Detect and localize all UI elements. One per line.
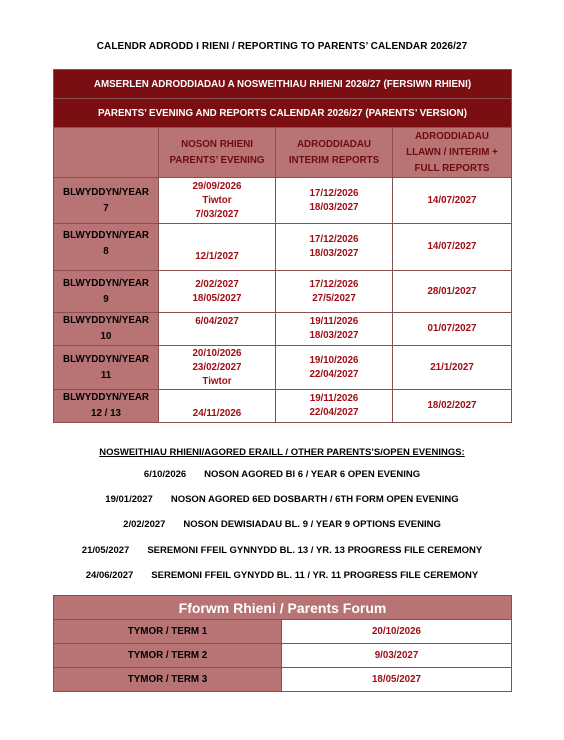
date-value: 23/02/2027 [192, 361, 242, 373]
date-value: 24/11/2026 [192, 408, 242, 419]
date-value: Tiwtor [202, 375, 232, 387]
column-header-line: ADRODDIADAU [296, 138, 372, 150]
row-header-year [54, 271, 159, 313]
date-value: 18/05/2027 [192, 292, 242, 304]
forum-term-date: 9/03/2027 [282, 644, 512, 668]
column-header-line: NOSON RHIENI [181, 138, 253, 150]
date-value: 19/11/2026 [309, 393, 359, 404]
event-text: SEREMONI FFEIL GYNNYDD BL. 13 / YR. 13 PROGRESS FILE CEREMONY [147, 545, 483, 556]
table-heading-welsh: AMSERLEN ADRODDIADAU A NOSWEITHIAU RHIENI 2026/27 (FERSIWN RHIENI) [54, 70, 512, 99]
date-value: 22/04/2027 [309, 407, 359, 418]
parents-evening-cell [159, 271, 276, 313]
other-events-title: NOSWEITHIAU RHIENI/AGORED ERAILL / OTHER PARENTS’S/OPEN EVENINGS: [99, 447, 465, 458]
column-header-line: PARENTS’ EVENING [169, 154, 265, 166]
date-value: 17/12/2026 [309, 234, 359, 245]
interim-reports-cell [276, 346, 393, 390]
event-line [0, 519, 564, 530]
document-title: CALENDR ADRODD I RIENI / REPORTING TO PARENTS’ CALENDAR 2026/27 [96, 41, 468, 52]
table-row-year-7 [54, 178, 512, 224]
row-header-line: BLWYDDYN/YEAR [63, 353, 149, 365]
event-line [0, 570, 564, 581]
event-text: SEREMONI FFEIL GYNYDD BL. 11 / YR. 11 PROGRESS FILE CEREMONY [151, 570, 479, 581]
event-line [0, 469, 564, 480]
interim-reports-cell [276, 313, 393, 346]
event-text: NOSON AGORED Bl 6 / YEAR 6 OPEN EVENING [204, 469, 421, 480]
table-row-year-9 [54, 271, 512, 313]
date-value: Tiwtor [202, 194, 232, 206]
date-value: 18/03/2027 [309, 201, 359, 213]
full-reports-cell: 28/01/2027 [393, 271, 512, 313]
event-line [0, 494, 564, 505]
interim-reports-cell [276, 178, 393, 224]
parents-evening-cell [159, 178, 276, 224]
date-value: 27/5/2027 [312, 292, 356, 304]
forum-term-date: 20/10/2026 [282, 620, 512, 644]
column-header-line: FULL REPORTS [414, 162, 490, 174]
table-heading-english: PARENTS’ EVENING AND REPORTS CALENDAR 2026/27 (PARENTS’ VERSION) [54, 99, 512, 128]
row-header-year [54, 224, 159, 271]
date-value: 18/03/2027 [309, 248, 359, 259]
row-header-year [54, 346, 159, 390]
date-value: 22/04/2027 [309, 368, 359, 380]
event-text: NOSON DEWISIADAU BL. 9 / YEAR 9 OPTIONS EVENING [183, 519, 441, 530]
date-value: 17/12/2026 [309, 187, 359, 199]
event-date: 2/02/2027 [123, 519, 166, 530]
full-reports-cell: 18/02/2027 [393, 390, 512, 423]
parents-evening-cell [159, 313, 276, 346]
table-row-year-8 [54, 224, 512, 271]
full-reports-cell: 01/07/2027 [393, 313, 512, 346]
column-header-interim-reports [276, 128, 393, 178]
table-row [54, 620, 512, 644]
row-header-line: BLWYDDYN/YEAR [63, 315, 149, 326]
table-row [54, 644, 512, 668]
table-row [54, 668, 512, 692]
row-header-line: 12 / 13 [91, 408, 121, 419]
row-header-line: BLWYDDYN/YEAR [63, 392, 149, 403]
row-header-year [54, 178, 159, 224]
table-row-year-10 [54, 313, 512, 346]
row-header-year [54, 390, 159, 423]
row-header-line: 9 [103, 293, 109, 305]
date-value: 29/09/2026 [192, 180, 242, 192]
row-header-line: 7 [103, 202, 109, 214]
date-value: 7/03/2027 [195, 208, 239, 220]
column-header-full-reports [393, 128, 512, 178]
parents-evening-cell [159, 346, 276, 390]
row-header-line: BLWYDDYN/YEAR [63, 186, 149, 198]
parents-evening-cell [159, 224, 276, 271]
event-date: 19/01/2027 [105, 494, 153, 505]
date-value: 12/1/2027 [195, 251, 239, 262]
full-reports-cell: 14/07/2027 [393, 178, 512, 224]
row-header-year [54, 313, 159, 346]
interim-reports-cell [276, 390, 393, 423]
forum-term-label: TYMOR / TERM 3 [54, 668, 282, 692]
parents-forum-table [53, 595, 512, 692]
date-value: 6/04/2027 [195, 316, 239, 327]
interim-reports-cell [276, 271, 393, 313]
date-value: 18/03/2027 [309, 330, 359, 341]
event-date: 6/10/2026 [143, 469, 187, 480]
event-line [0, 545, 564, 556]
date-value: 2/02/2027 [195, 278, 239, 290]
forum-term-label: TYMOR / TERM 1 [54, 620, 282, 644]
column-header-line: INTERIM REPORTS [288, 154, 380, 166]
column-header-line: ADRODDIADAU [414, 130, 490, 142]
date-value: 20/10/2026 [192, 347, 242, 359]
event-text: NOSON AGORED 6ED DOSBARTH / 6TH FORM OPEN EVENING [170, 494, 459, 505]
table-row-year-11 [54, 346, 512, 390]
corner-header-cell [54, 128, 159, 178]
forum-term-label: TYMOR / TERM 2 [54, 644, 282, 668]
row-header-line: 8 [103, 246, 109, 257]
event-date: 24/06/2027 [85, 570, 134, 581]
parents-evening-cell [159, 390, 276, 423]
table-row-year-12-13 [54, 390, 512, 423]
row-header-line: BLWYDDYN/YEAR [63, 277, 149, 289]
date-value: 19/11/2026 [309, 316, 359, 327]
column-header-line: LLAWN / INTERIM + [406, 146, 498, 158]
row-header-line: 11 [100, 369, 112, 381]
full-reports-cell: 21/1/2027 [393, 346, 512, 390]
event-date: 21/05/2027 [81, 545, 130, 556]
date-value: 19/10/2026 [309, 354, 359, 366]
interim-reports-cell [276, 224, 393, 271]
reports-calendar-table [53, 69, 512, 423]
forum-term-date: 18/05/2027 [282, 668, 512, 692]
row-header-line: BLWYDDYN/YEAR [63, 230, 149, 241]
row-header-line: 10 [100, 331, 112, 342]
forum-title: Fforwm Rhieni / Parents Forum [54, 596, 512, 620]
date-value: 17/12/2026 [309, 278, 359, 290]
column-header-parents-evening [159, 128, 276, 178]
full-reports-cell: 14/07/2027 [393, 224, 512, 271]
